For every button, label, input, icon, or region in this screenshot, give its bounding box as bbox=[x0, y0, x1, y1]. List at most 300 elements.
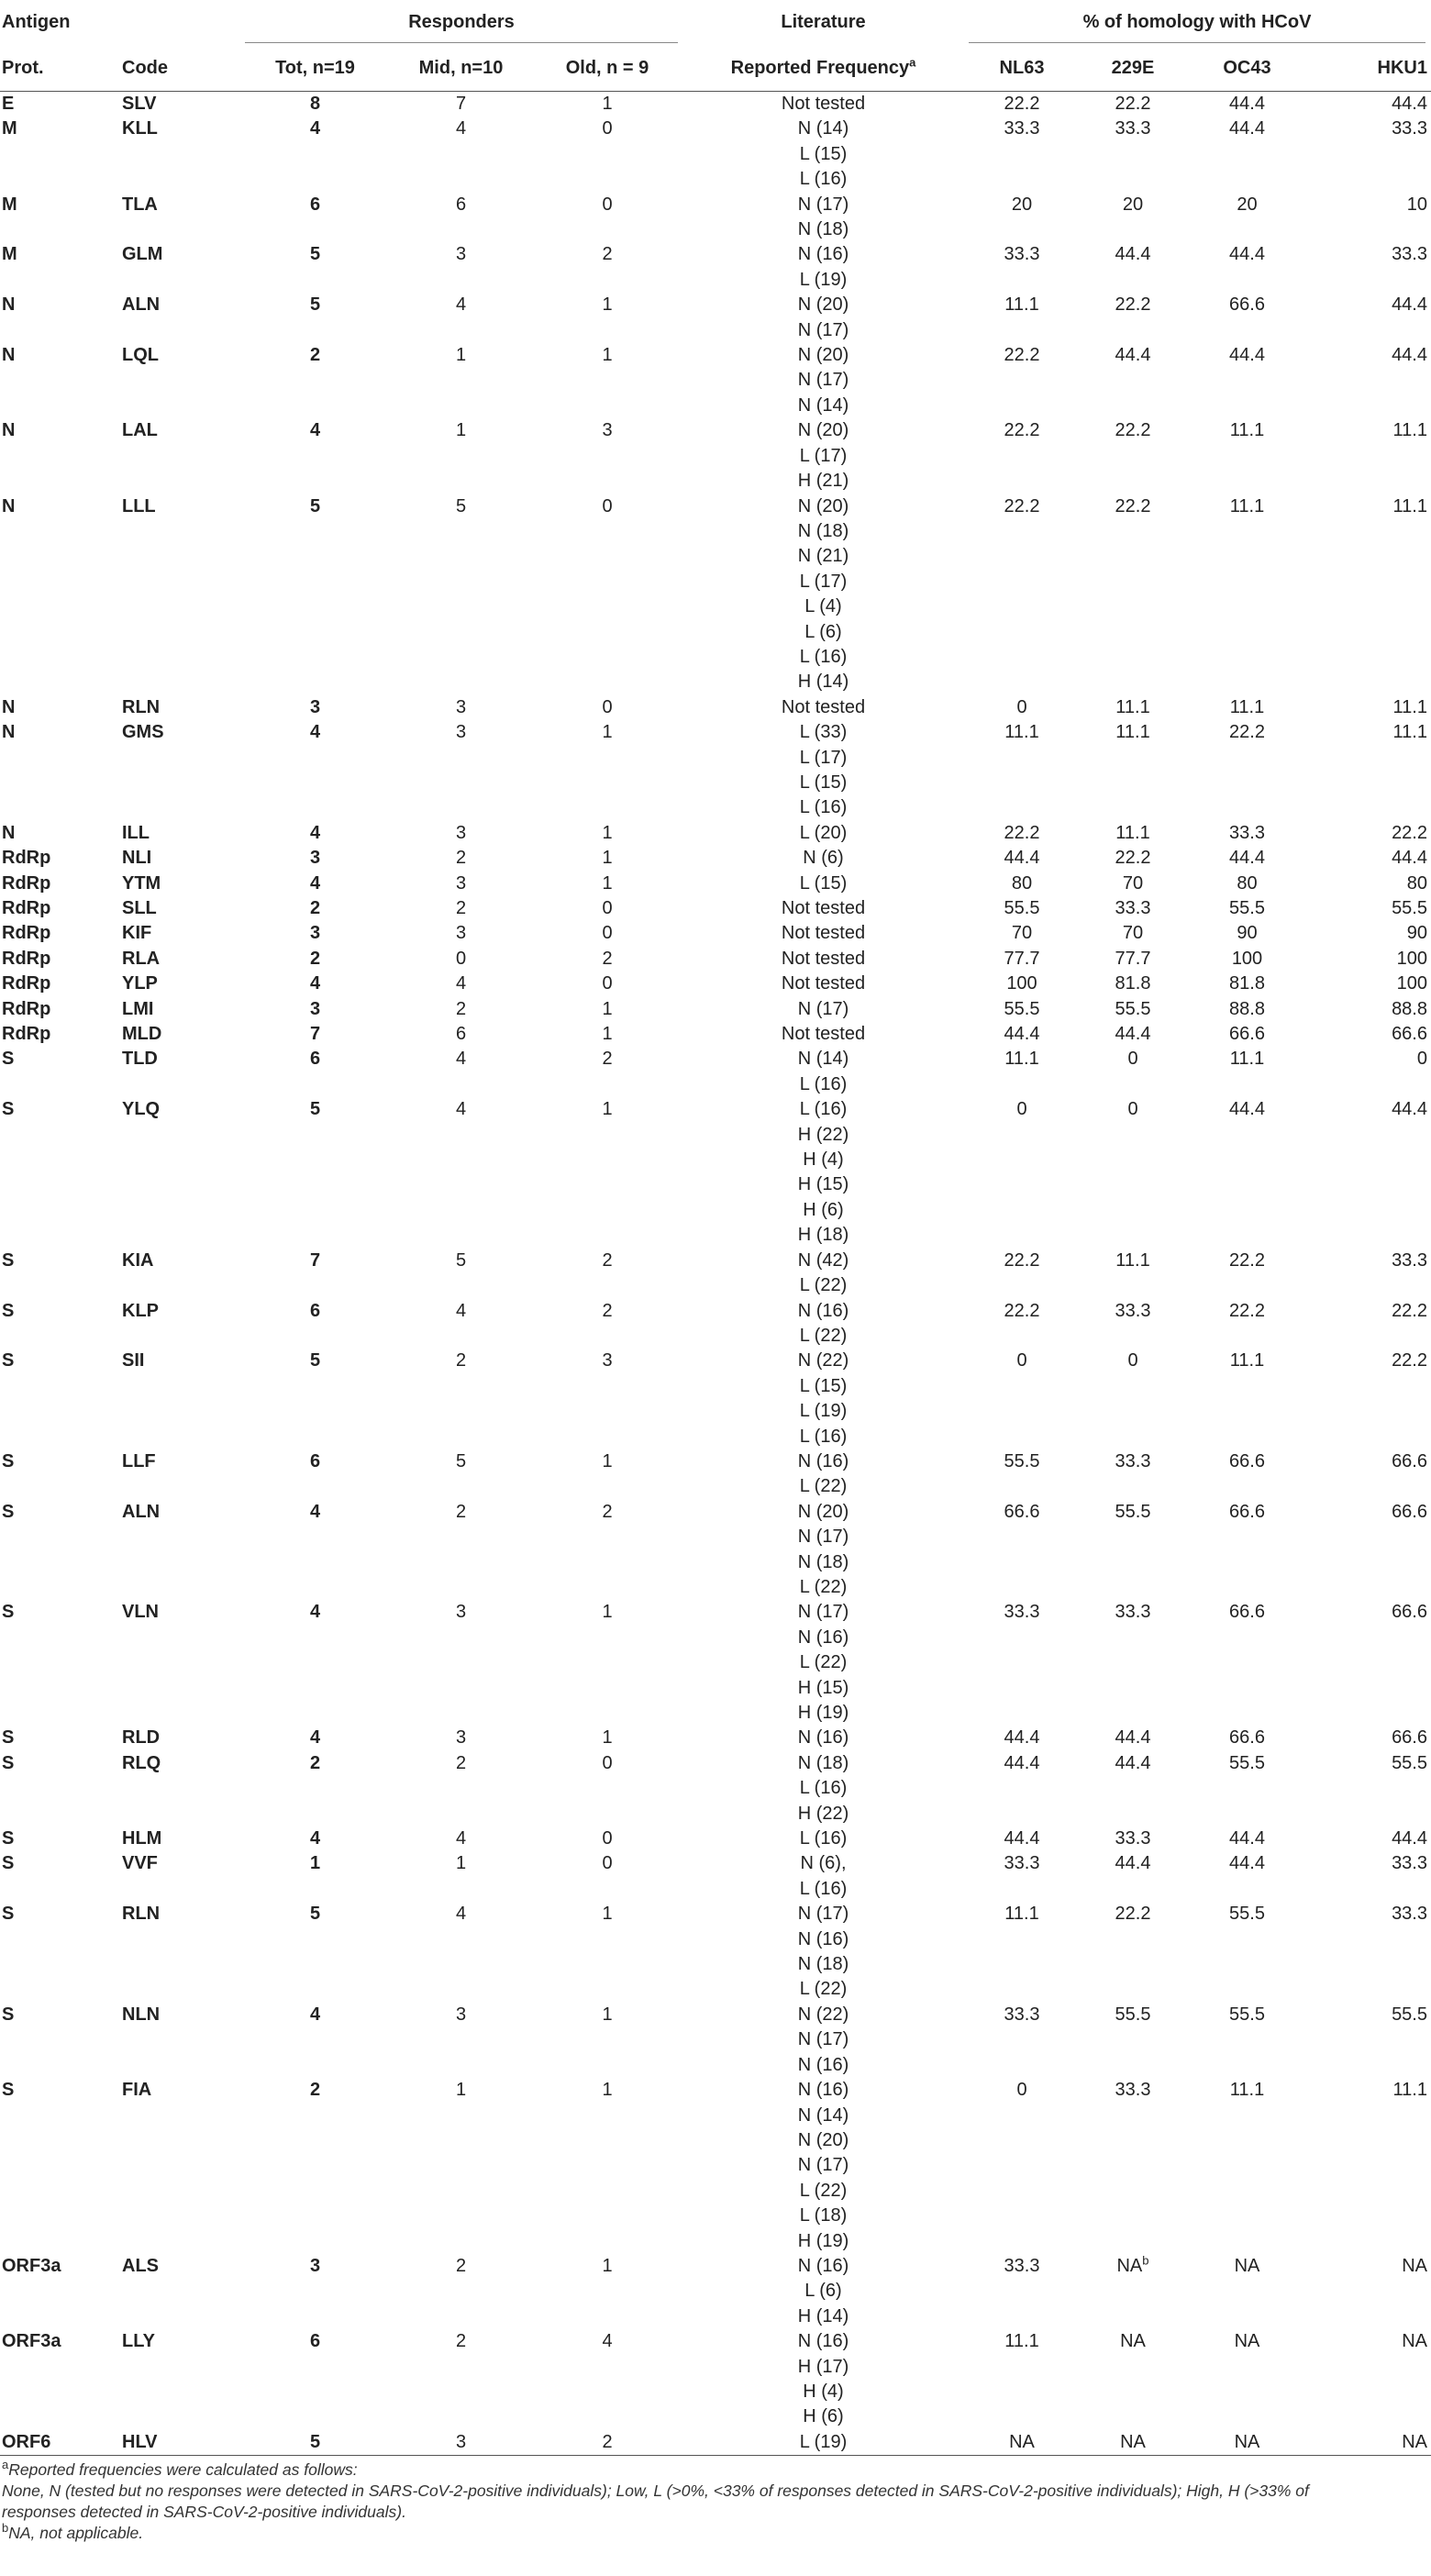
footnotes bbox=[0, 2456, 1339, 2544]
cell-229e: 77.7 bbox=[1115, 948, 1151, 969]
cell-229e: 0 bbox=[1127, 1049, 1138, 1070]
cell-code: VVF bbox=[122, 1853, 158, 1874]
cell-prot: RdRp bbox=[2, 923, 51, 944]
cell-prot: S bbox=[2, 1904, 15, 1925]
reported-frequency-entry: N (14) bbox=[797, 2104, 849, 2126]
cell-reported-frequency bbox=[683, 193, 963, 243]
cell-oc43: 66.6 bbox=[1229, 1727, 1265, 1749]
cell-old: 1 bbox=[602, 848, 613, 869]
cell-reported-frequency bbox=[683, 2003, 963, 2078]
cell-old: 4 bbox=[602, 2331, 613, 2352]
cell-nl63: 11.1 bbox=[1004, 294, 1039, 316]
reported-frequency-entry: H (6) bbox=[803, 1199, 844, 1220]
reported-frequency-entry: L (20) bbox=[799, 822, 848, 843]
cell-hku1: 11.1 bbox=[1392, 420, 1427, 441]
table-header bbox=[0, 0, 1431, 92]
cell-nl63: 11.1 bbox=[1004, 1904, 1039, 1925]
cell-mid: 3 bbox=[455, 1602, 467, 1623]
cell-229e: 81.8 bbox=[1115, 973, 1151, 994]
cell-prot: S bbox=[2, 2004, 15, 2025]
cell-mid: 4 bbox=[455, 1300, 467, 1321]
cell-old: 0 bbox=[602, 1853, 613, 1874]
reported-frequency-entry: N (17) bbox=[797, 194, 849, 215]
cell-tot: 4 bbox=[309, 2004, 321, 2025]
cell-tot: 5 bbox=[309, 244, 321, 265]
cell-mid: 3 bbox=[455, 1727, 467, 1749]
cell-reported-frequency bbox=[683, 846, 963, 871]
reported-frequency-entry: L (22) bbox=[799, 1576, 848, 1597]
cell-229e: 33.3 bbox=[1115, 118, 1151, 139]
cell-old: 1 bbox=[602, 872, 613, 894]
cell-tot: 3 bbox=[309, 923, 321, 944]
cell-code: GMS bbox=[122, 722, 164, 743]
cell-mid: 3 bbox=[455, 696, 467, 717]
table-row bbox=[0, 1902, 1431, 2003]
cell-reported-frequency bbox=[683, 1047, 963, 1097]
cell-code: SII bbox=[122, 1350, 145, 1371]
table-row bbox=[0, 997, 1431, 1022]
footnote-b: $^b$NA, not applicable. bbox=[2, 2521, 144, 2543]
cell-hku1: 66.6 bbox=[1392, 1727, 1427, 1749]
cell-tot: 2 bbox=[309, 2080, 321, 2101]
reported-frequency-entry: N (14) bbox=[797, 1049, 849, 1070]
cell-old: 1 bbox=[602, 998, 613, 1019]
cell-hku1: 66.6 bbox=[1392, 1501, 1427, 1522]
responders-group-header: Responders bbox=[239, 0, 683, 45]
table-row bbox=[0, 720, 1431, 821]
cell-reported-frequency bbox=[683, 1449, 963, 1500]
cell-old: 1 bbox=[602, 1904, 613, 1925]
cell-reported-frequency bbox=[683, 896, 963, 921]
cell-229e: 20 bbox=[1122, 194, 1144, 215]
table-body bbox=[0, 92, 1431, 2456]
cell-prot: M bbox=[2, 194, 17, 215]
cell-prot: N bbox=[2, 294, 16, 316]
cell-hku1: 55.5 bbox=[1392, 2004, 1427, 2025]
cell-old: 1 bbox=[602, 722, 613, 743]
cell-mid: 1 bbox=[455, 2080, 467, 2101]
table-row bbox=[0, 1047, 1431, 1097]
cell-reported-frequency bbox=[683, 92, 963, 117]
cell-reported-frequency bbox=[683, 1751, 963, 1827]
reported-frequency-entry: Not tested bbox=[781, 1024, 866, 1045]
cell-oc43: 11.1 bbox=[1229, 2080, 1265, 2101]
cell-code: RLQ bbox=[122, 1752, 161, 1773]
cell-mid: 4 bbox=[455, 1828, 467, 1849]
cell-tot: 4 bbox=[309, 872, 321, 894]
footnote-marker-a: a bbox=[909, 54, 916, 69]
cell-mid: 2 bbox=[455, 2255, 467, 2276]
cell-oc43: 55.5 bbox=[1229, 1904, 1265, 1925]
reported-frequency-entry: N (17) bbox=[797, 319, 849, 340]
cell-oc43: NA bbox=[1185, 2430, 1309, 2456]
cell-prot: S bbox=[2, 1853, 15, 1874]
cell-nl63: 33.3 bbox=[1004, 1602, 1040, 1623]
cell-prot: S bbox=[2, 1099, 15, 1120]
cell-reported-frequency bbox=[683, 242, 963, 293]
cell-nl63: 44.4 bbox=[1004, 1752, 1040, 1773]
cell-oc43: 44.4 bbox=[1229, 848, 1265, 869]
cell-prot: S bbox=[2, 1727, 15, 1749]
reported-frequency-entry: L (6) bbox=[804, 2281, 842, 2302]
cell-oc43: 66.6 bbox=[1229, 1450, 1265, 1471]
table-row bbox=[0, 1097, 1431, 1248]
cell-tot: 5 bbox=[309, 1904, 321, 1925]
cell-tot: 6 bbox=[309, 1300, 321, 1321]
cell-old: 1 bbox=[602, 94, 613, 114]
cell-reported-frequency bbox=[683, 2254, 963, 2329]
reported-frequency-entry: H (6) bbox=[803, 2406, 844, 2427]
table-row bbox=[0, 193, 1431, 243]
reported-frequency-entry: L (17) bbox=[799, 571, 848, 592]
cell-old: 1 bbox=[602, 1450, 613, 1471]
cell-reported-frequency bbox=[683, 972, 963, 996]
reported-frequency-entry: N (17) bbox=[797, 2029, 849, 2050]
cell-oc43: 22.2 bbox=[1229, 1249, 1265, 1271]
cell-hku1: 22.2 bbox=[1392, 1300, 1427, 1321]
reported-frequency-entry: N (16) bbox=[797, 244, 849, 265]
reported-frequency-entry: N (17) bbox=[797, 1904, 849, 1925]
reported-frequency-entry: L (17) bbox=[799, 747, 848, 768]
cell-mid: 2 bbox=[455, 1501, 467, 1522]
cell-old: 1 bbox=[602, 294, 613, 316]
reported-frequency-entry: N (14) bbox=[797, 394, 849, 416]
cell-mid: 2 bbox=[455, 848, 467, 869]
cell-mid: 4 bbox=[455, 973, 467, 994]
cell-oc43: 100 bbox=[1231, 948, 1263, 969]
reported-frequency-entry: L (15) bbox=[799, 772, 848, 793]
reported-frequency-entry: N (16) bbox=[797, 1928, 849, 1949]
cell-oc43: 11.1 bbox=[1229, 1350, 1265, 1371]
reported-frequency-entry: L (22) bbox=[799, 1325, 848, 1346]
cell-mid: 1 bbox=[455, 345, 467, 366]
reported-frequency-entry: L (15) bbox=[799, 1375, 848, 1396]
cell-hku1: 100 bbox=[1396, 948, 1427, 969]
cell-old: 0 bbox=[602, 973, 613, 994]
reported-frequency-entry: H (21) bbox=[797, 471, 849, 492]
cell-nl63: 22.2 bbox=[1004, 94, 1040, 114]
table-row bbox=[0, 117, 1431, 192]
cell-229e: 33.3 bbox=[1115, 2080, 1151, 2101]
cell-reported-frequency bbox=[683, 1500, 963, 1601]
cell-hku1: 22.2 bbox=[1392, 1350, 1427, 1371]
cell-oc43: 66.6 bbox=[1229, 294, 1265, 316]
reported-frequency-entry: L (15) bbox=[799, 143, 848, 164]
cell-oc43: 81.8 bbox=[1229, 973, 1265, 994]
cell-hku1: NA bbox=[1402, 2331, 1427, 2352]
table-row bbox=[0, 872, 1431, 896]
cell-prot: N bbox=[2, 345, 16, 366]
cell-code: HLV bbox=[122, 2430, 239, 2456]
cell-reported-frequency bbox=[683, 872, 963, 896]
cell-nl63: 22.2 bbox=[1004, 495, 1040, 516]
cell-oc43: 88.8 bbox=[1229, 998, 1265, 1019]
cell-reported-frequency bbox=[683, 1600, 963, 1726]
cell-prot: S bbox=[2, 1300, 15, 1321]
col-header-reported-frequency: Reported Frequency$^a$ bbox=[683, 45, 963, 92]
reported-frequency-entry: L (22) bbox=[799, 1476, 848, 1497]
reported-frequency-entry: L (33) bbox=[799, 722, 848, 743]
cell-nl63: 0 bbox=[1016, 1099, 1027, 1120]
cell-oc43: 44.4 bbox=[1229, 1853, 1265, 1874]
table-row bbox=[0, 921, 1431, 946]
cell-prot: S bbox=[2, 1350, 15, 1371]
reported-frequency-entry: L (4) bbox=[804, 596, 842, 617]
cell-oc43: NA bbox=[1234, 2331, 1260, 2352]
cell-229e: 55.5 bbox=[1115, 1501, 1151, 1522]
cell-old: 1 bbox=[602, 345, 613, 366]
cell-old: 2 bbox=[602, 1501, 613, 1522]
table-row bbox=[0, 947, 1431, 972]
reported-frequency-entry: N (6), bbox=[800, 1853, 847, 1874]
cell-reported-frequency bbox=[683, 494, 963, 695]
reported-frequency-entry: N (20) bbox=[797, 294, 849, 316]
cell-tot: 6 bbox=[309, 1450, 321, 1471]
reported-frequency-entry: Not tested bbox=[781, 696, 866, 717]
cell-prot: S bbox=[2, 1752, 15, 1773]
cell-hku1: 88.8 bbox=[1392, 998, 1427, 1019]
cell-prot: S bbox=[2, 1602, 15, 1623]
reported-frequency-entry: L (22) bbox=[799, 1275, 848, 1296]
cell-nl63: 33.3 bbox=[1004, 244, 1040, 265]
cell-prot: RdRp bbox=[2, 1024, 51, 1045]
cell-hku1: 90 bbox=[1406, 923, 1427, 944]
col-header-oc43: OC43 bbox=[1185, 45, 1309, 92]
table-row bbox=[0, 695, 1431, 720]
cell-oc43: 44.4 bbox=[1229, 345, 1265, 366]
cell-reported-frequency bbox=[683, 1349, 963, 1449]
cell-oc43: 55.5 bbox=[1229, 1752, 1265, 1773]
reported-frequency-entry: L (16) bbox=[799, 1073, 848, 1094]
reported-frequency-entry: L (22) bbox=[799, 1979, 848, 2000]
reported-frequency-entry: N (16) bbox=[797, 1450, 849, 1471]
table-row bbox=[0, 343, 1431, 418]
reported-frequency-entry: N (17) bbox=[797, 1602, 849, 1623]
cell-old: 3 bbox=[602, 1350, 613, 1371]
reported-frequency-entry: N (22) bbox=[797, 1350, 849, 1371]
cell-229e: 55.5 bbox=[1115, 2004, 1151, 2025]
cell-tot: 3 bbox=[309, 998, 321, 1019]
cell-prot: ORF6 bbox=[0, 2430, 122, 2456]
cell-229e: 44.4 bbox=[1115, 1727, 1151, 1749]
cell-old: 3 bbox=[602, 420, 613, 441]
cell-reported-frequency bbox=[683, 1902, 963, 2003]
cell-nl63: 22.2 bbox=[1004, 1249, 1040, 1271]
cell-oc43: 44.4 bbox=[1229, 94, 1265, 114]
cell-nl63: 11.1 bbox=[1004, 722, 1039, 743]
cell-reported-frequency bbox=[683, 821, 963, 846]
cell-reported-frequency bbox=[683, 1097, 963, 1248]
cell-old: 0 bbox=[602, 495, 613, 516]
reported-frequency-entry: N (20) bbox=[797, 1501, 849, 1522]
reported-frequency-entry: L (22) bbox=[799, 2180, 848, 2201]
cell-tot: 4 bbox=[309, 1501, 321, 1522]
cell-old: 1 bbox=[602, 1099, 613, 1120]
cell-229e: 22.2 bbox=[1115, 420, 1151, 441]
reported-frequency-entry: N (16) bbox=[797, 2331, 849, 2352]
cell-229e: 22.2 bbox=[1115, 94, 1151, 114]
reported-frequency-entry: L (16) bbox=[799, 169, 848, 190]
cell-mid: 2 bbox=[455, 898, 467, 918]
homology-group-header: % of homology with HCoV bbox=[963, 0, 1431, 45]
cell-tot: 5 bbox=[239, 2430, 391, 2456]
cell-prot: ORF3a bbox=[2, 2255, 61, 2276]
reported-frequency-entry: N (6) bbox=[803, 848, 844, 869]
cell-old: 2 bbox=[531, 2430, 683, 2456]
cell-oc43: 90 bbox=[1237, 923, 1258, 944]
cell-nl63: 66.6 bbox=[1004, 1501, 1040, 1522]
cell-code: KIA bbox=[122, 1249, 154, 1271]
cell-229e: 22.2 bbox=[1115, 848, 1151, 869]
cell-code: KLP bbox=[122, 1300, 159, 1321]
col-header-tot: Tot, n=19 bbox=[239, 45, 391, 92]
cell-oc43: 66.6 bbox=[1229, 1501, 1265, 1522]
cell-hku1: 80 bbox=[1406, 872, 1427, 894]
reported-frequency-entry: L (15) bbox=[799, 872, 848, 894]
col-header-old: Old, n = 9 bbox=[531, 45, 683, 92]
cell-tot: 3 bbox=[309, 696, 321, 717]
cell-nl63: 55.5 bbox=[1004, 1450, 1040, 1471]
reported-frequency-entry: N (16) bbox=[797, 2255, 849, 2276]
cell-229e: 11.1 bbox=[1115, 722, 1150, 743]
cell-code: SLV bbox=[122, 94, 157, 114]
cell-tot: 1 bbox=[309, 1853, 321, 1874]
footnote-a-body: None, N (tested but no responses were detected in SARS-CoV-2-positive individuals); Low, L (>0%, <33% of responses detected in SARS-CoV-2-positive individuals); High, H (>33% of responses detected in SARS-CoV-2-positive individuals). bbox=[2, 2482, 1309, 2522]
cell-old: 0 bbox=[602, 194, 613, 215]
col-header-229e: 229E bbox=[1081, 45, 1185, 92]
cell-reported-frequency bbox=[683, 1249, 963, 1299]
cell-tot: 5 bbox=[309, 1099, 321, 1120]
reported-frequency-entry: L (16) bbox=[799, 1778, 848, 1799]
cell-tot: 2 bbox=[309, 948, 321, 969]
cell-229e: 44.4 bbox=[1115, 1752, 1151, 1773]
table-row bbox=[0, 1299, 1431, 1349]
cell-old: 1 bbox=[602, 2080, 613, 2101]
footnote-marker-b: b bbox=[1142, 2253, 1149, 2268]
table-row bbox=[0, 293, 1431, 343]
reported-frequency-entry: H (4) bbox=[803, 2381, 844, 2402]
cell-reported-frequency bbox=[683, 1851, 963, 1902]
table-row bbox=[0, 1349, 1431, 1449]
cell-mid: 6 bbox=[455, 1024, 467, 1045]
cell-hku1: 33.3 bbox=[1392, 1853, 1427, 1874]
cell-mid: 4 bbox=[455, 118, 467, 139]
cell-229e: 55.5 bbox=[1115, 998, 1151, 1019]
reported-frequency-entry: N (22) bbox=[797, 2004, 849, 2025]
reported-frequency-entry: L (16) bbox=[799, 1828, 848, 1849]
reported-frequency-entry: H (15) bbox=[797, 1174, 849, 1195]
cell-mid: 2 bbox=[455, 998, 467, 1019]
cell-prot: RdRp bbox=[2, 973, 51, 994]
cell-code: ALS bbox=[122, 2255, 159, 2276]
cell-nl63: 44.4 bbox=[1004, 1024, 1040, 1045]
cell-reported-frequency bbox=[683, 2329, 963, 2430]
cell-229e: $NA^b$ bbox=[1116, 2253, 1149, 2276]
cell-tot: 5 bbox=[309, 294, 321, 316]
table-row bbox=[0, 242, 1431, 293]
cell-tot: 2 bbox=[309, 898, 321, 918]
col-header-prot: Prot. bbox=[0, 45, 122, 92]
cell-tot: 7 bbox=[309, 1024, 321, 1045]
table-row bbox=[0, 972, 1431, 996]
cell-hku1: 44.4 bbox=[1392, 294, 1427, 316]
cell-oc43: 80 bbox=[1237, 872, 1258, 894]
reported-frequency-entry: N (16) bbox=[797, 1627, 849, 1648]
cell-hku1: 22.2 bbox=[1392, 822, 1427, 843]
cell-reported-frequency bbox=[683, 1299, 963, 1349]
cell-oc43: 11.1 bbox=[1229, 1049, 1265, 1070]
cell-hku1: 11.1 bbox=[1392, 495, 1427, 516]
cell-prot: E bbox=[2, 94, 15, 114]
cell-code: TLD bbox=[122, 1049, 158, 1070]
cell-hku1: 44.4 bbox=[1392, 345, 1427, 366]
cell-229e: 22.2 bbox=[1115, 495, 1151, 516]
cell-nl63: 22.2 bbox=[1004, 345, 1040, 366]
reported-frequency-entry: L (19) bbox=[799, 1401, 848, 1422]
cell-oc43: 22.2 bbox=[1229, 1300, 1265, 1321]
table-row bbox=[0, 896, 1431, 921]
reported-frequency-entry: L (22) bbox=[799, 1652, 848, 1673]
cell-nl63: 44.4 bbox=[1004, 1828, 1040, 1849]
cell-oc43: 44.4 bbox=[1229, 244, 1265, 265]
cell-reported-frequency bbox=[683, 720, 963, 821]
reported-frequency-entry: N (20) bbox=[797, 495, 849, 516]
reported-frequency-entry: N (18) bbox=[797, 1752, 849, 1773]
cell-nl63: 70 bbox=[1011, 923, 1033, 944]
table-row bbox=[0, 92, 1431, 117]
cell-hku1: 55.5 bbox=[1392, 1752, 1427, 1773]
cell-prot: N bbox=[2, 495, 16, 516]
cell-229e: 44.4 bbox=[1115, 1853, 1151, 1874]
cell-229e: 22.2 bbox=[1115, 294, 1151, 316]
cell-reported-frequency bbox=[683, 921, 963, 946]
cell-prot: S bbox=[2, 2080, 15, 2101]
cell-prot: S bbox=[2, 1249, 15, 1271]
cell-prot: N bbox=[2, 722, 16, 743]
cell-tot: 4 bbox=[309, 822, 321, 843]
cell-prot: RdRp bbox=[2, 948, 51, 969]
footnote-a-title: $^a$Reported frequencies were calculated as follows: bbox=[2, 2458, 358, 2480]
cell-hku1: 10 bbox=[1406, 194, 1427, 215]
table-row bbox=[0, 2078, 1431, 2254]
col-header-hku1: HKU1 bbox=[1309, 45, 1431, 92]
cell-reported-frequency bbox=[683, 1827, 963, 1851]
cell-229e: NA bbox=[1081, 2430, 1185, 2456]
cell-mid: 3 bbox=[455, 923, 467, 944]
reported-frequency-entry: N (18) bbox=[797, 1551, 849, 1572]
cell-mid: 2 bbox=[455, 1752, 467, 1773]
col-header-nl63: NL63 bbox=[963, 45, 1081, 92]
cell-code: KLL bbox=[122, 118, 158, 139]
cell-tot: 4 bbox=[309, 1727, 321, 1749]
cell-mid: 5 bbox=[455, 495, 467, 516]
reported-frequency-entry: N (20) bbox=[797, 2129, 849, 2150]
reported-frequency-entry: H (17) bbox=[797, 2356, 849, 2377]
reported-frequency-entry: H (18) bbox=[797, 1225, 849, 1246]
cell-prot: N bbox=[2, 822, 16, 843]
cell-prot: RdRp bbox=[2, 998, 51, 1019]
cell-hku1: 11.1 bbox=[1392, 696, 1427, 717]
cell-code: LQL bbox=[122, 345, 159, 366]
cell-old: 0 bbox=[602, 1752, 613, 1773]
cell-tot: 4 bbox=[309, 118, 321, 139]
reported-frequency-entry: N (18) bbox=[797, 520, 849, 541]
cell-tot: 2 bbox=[309, 345, 321, 366]
reported-frequency-entry: L (6) bbox=[804, 621, 842, 642]
cell-old: 1 bbox=[602, 1602, 613, 1623]
cell-229e: 0 bbox=[1127, 1099, 1138, 1120]
cell-code: GLM bbox=[122, 244, 163, 265]
